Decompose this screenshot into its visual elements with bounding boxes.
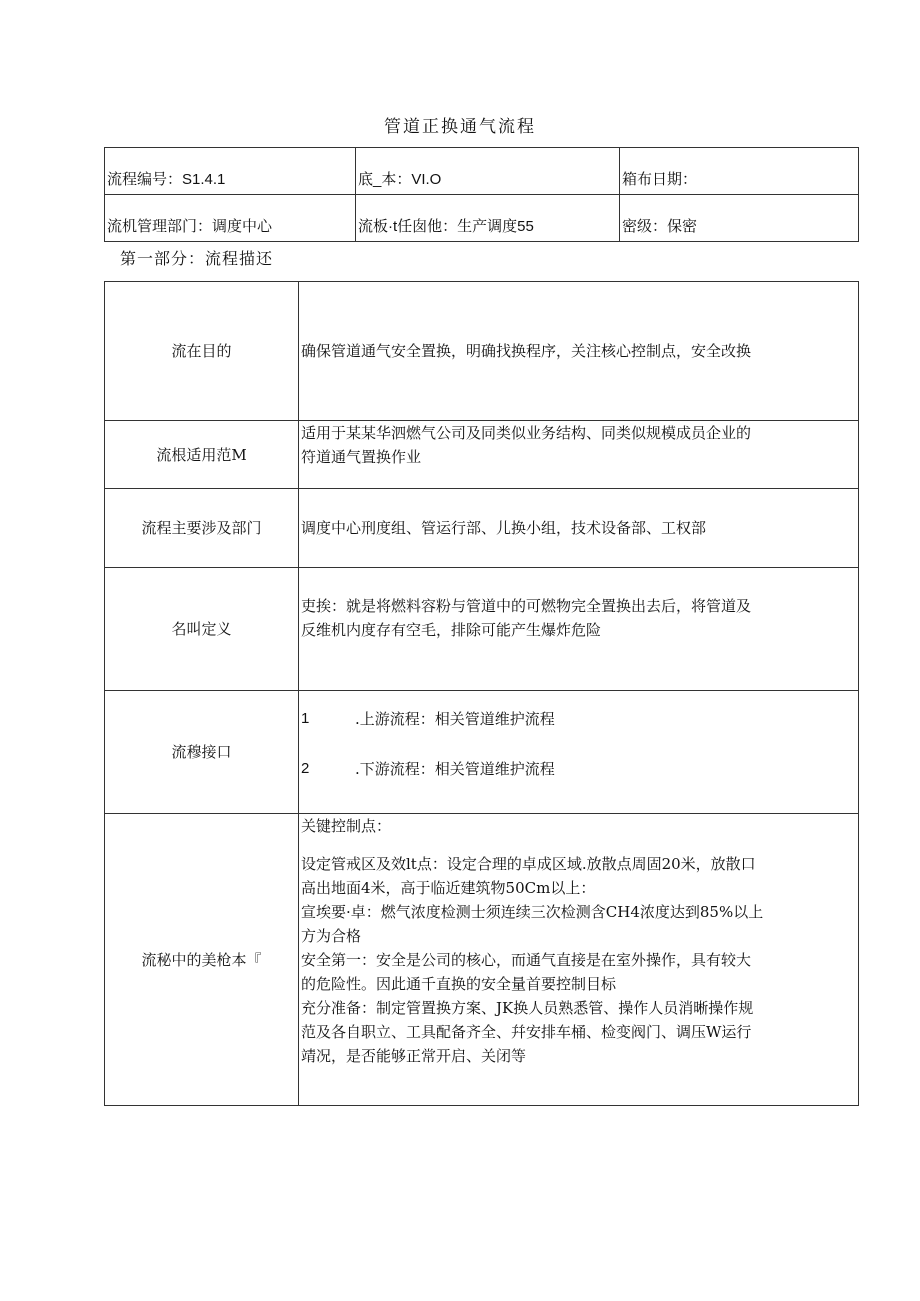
scope-line: 适用于某某华泗燃气公司及同类似业务结构、同类似规模成员企业的 [301, 424, 752, 442]
control-point-line: 范及各自职立、工具配备齐全、幷安排车桶、检变阀门、调压W运行 [301, 1023, 752, 1041]
interface-label: 流穆接口 [105, 691, 299, 814]
control-points-row [105, 814, 859, 1106]
version: 底_本：VI.O [356, 148, 620, 195]
interface-item-text: .下游流程：相关管道维护流程 [355, 760, 555, 778]
scope-label: 流根适用范M [105, 421, 299, 489]
process-number: 流程编号：S1.4.1 [105, 148, 356, 195]
header-row [105, 148, 859, 195]
scope-line: 符道通气置换作业 [301, 448, 422, 466]
interface-item-text: .上游流程：相关管道维护流程 [355, 710, 555, 728]
release-date: 箱布日期： [620, 148, 859, 195]
header-table [104, 147, 859, 242]
definition-line: 反维机内度存有空毛，排除可能产生爆炸危险 [301, 621, 602, 639]
purpose-label: 流在目的 [105, 282, 299, 421]
control-point-line: 靖况，是否能够正常开启、关闭等 [301, 1047, 527, 1065]
control-point-line: 安全第一：安全是公司的核心，而通气直接是在室外操作，具有较大 [301, 951, 752, 969]
definition-line: 吏挨：就是将燃料容粉与管道中的可燃物完全置换出去后，将管道及 [301, 597, 752, 615]
management-department: 流机管理部门：调度中心 [105, 195, 356, 242]
departments-content: 调度中心刑度组、管运行部、儿换小组，技术设备部、工权部 [299, 489, 859, 568]
control-point-line: 方为合格 [301, 927, 362, 945]
definition-label: 名叫定义 [105, 568, 299, 691]
control-points-heading: 关键控制点： [301, 817, 392, 835]
interface-item [301, 757, 856, 781]
interface-item [301, 707, 856, 731]
scope-content [299, 421, 859, 489]
control-point-line: 充分准备：制定管置换方案、JK换人员熟悉管、操作人员消晰操作规 [301, 999, 754, 1017]
header-row [105, 195, 859, 242]
interface-item-number: 1 [301, 710, 310, 727]
scope-row [105, 421, 859, 489]
control-point-line: 高出地面4米，高于临近建筑物50Cm以上： [301, 879, 596, 897]
departments-label: 流程主要涉及部门 [105, 489, 299, 568]
section-heading: 第一部分：流程描还 [120, 249, 274, 268]
control-points-content [299, 814, 859, 1106]
process-description-table [104, 281, 859, 1106]
control-point-line: 的危险性。因此通千直换的安全量首要控制目标 [301, 975, 617, 993]
purpose-row [105, 282, 859, 421]
control-point-line: 设定管戒区及效lt点：设定合理的卓成区域.放散点周固20米，放散口 [301, 855, 756, 873]
interface-row [105, 691, 859, 814]
purpose-content: 确保管道通气安全置换，明确找换程序，关注核心控制点，安全改换 [299, 282, 859, 421]
process-owner: 流板·t任囱他：生产调度55 [356, 195, 620, 242]
confidentiality-level: 密级：保密 [620, 195, 859, 242]
departments-row [105, 489, 859, 568]
control-point-line: 宣埃要·卓：燃气浓度检测士须连续三次检测含CH4浓度达到85%以上 [301, 903, 764, 921]
interface-item-number: 2 [301, 760, 310, 777]
page-title: 管道正换通气流程 [384, 117, 536, 137]
definition-content [299, 568, 859, 691]
interface-content [299, 691, 859, 814]
definition-row [105, 568, 859, 691]
control-points-label: 流秘中的美枪本『 [105, 814, 299, 1106]
